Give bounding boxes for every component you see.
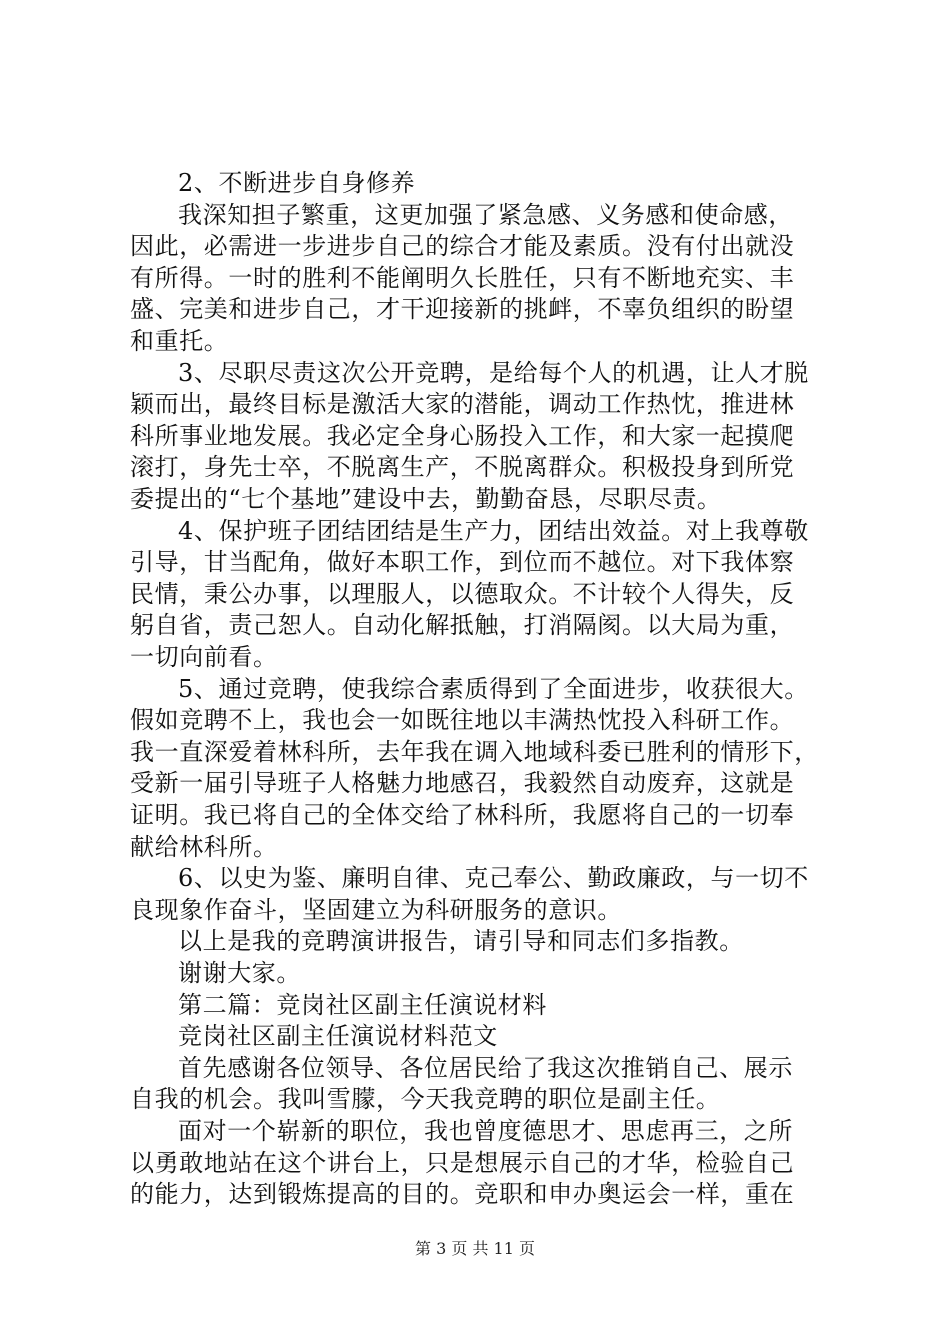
text-line: 良现象作奋斗，坚固建立为科研服务的意识。 <box>130 895 622 924</box>
text-line: 一切向前看。 <box>130 643 278 671</box>
text-line: 面对一个崭新的职位，我也曾度德思才、思虑再三，之所 <box>178 1117 793 1145</box>
text-line: 谢谢大家。 <box>178 959 301 987</box>
text-line: 以上是我的竞聘演讲报告，请引导和同志们多指教。 <box>178 927 744 956</box>
text-line: 6、以史为鉴、廉明自律、克己奉公、勤政廉政，与一切不 <box>178 864 809 893</box>
text-line: 我深知担子繁重，这更加强了紧急感、义务感和使命感， <box>178 200 793 229</box>
text-line: 颖而出，最终目标是激活大家的潜能，调动工作热忱，推进林 <box>130 390 795 419</box>
text-line: 自我的机会。我叫雪朦，今天我竞聘的职位是副主任。 <box>130 1085 721 1114</box>
text-line: 因此，必需进一步进步自己的综合才能及素质。没有付出就没 <box>130 232 795 261</box>
text-line: 受新一届引导班子人格魅力地感召，我毅然自动废弃，这就是 <box>130 769 795 798</box>
text-line: 证明。我已将自己的全体交给了林科所，我愿将自己的一切奉 <box>130 801 795 829</box>
text-line: 我一直深爱着林科所，去年我在调入地域科委已胜利的情形下， <box>130 737 819 766</box>
page-footer: 第 3 页 共 11 页 <box>415 1239 535 1258</box>
text-line: 2、不断进步自身修养 <box>178 169 416 197</box>
text-line: 引导，甘当配角，做好本职工作，到位而不越位。对下我体察 <box>130 548 795 577</box>
text-line: 以勇敢地站在这个讲台上，只是想展示自己的才华，检验自己 <box>130 1148 795 1177</box>
text-line: 4、保护班子团结团结是生产力，团结出效益。对上我尊敬 <box>178 516 809 545</box>
text-line: 滚打，身先士卒，不脱离生产，不脱离群众。积极投身到所党 <box>130 453 795 482</box>
text-line: 科所事业地发展。我必定全身心肠投入工作，和大家一起摸爬 <box>130 421 795 450</box>
text-line: 5、通过竞聘，使我综合素质得到了全面进步，收获很大。 <box>178 674 809 703</box>
text-line: 3、尽职尽责这次公开竞聘，是给每个人的机遇，让人才脱 <box>178 358 809 387</box>
section-subheading: 竞岗社区副主任演说材料范文 <box>178 1022 498 1051</box>
text-line: 和重托。 <box>130 327 229 355</box>
text-line: 首先感谢各位领导、各位居民给了我这次推销自己、展示 <box>178 1053 793 1082</box>
text-line: 献给林科所。 <box>130 832 278 861</box>
text-line: 假如竞聘不上，我也会一如既往地以丰满热忱投入科研工作。 <box>130 706 795 735</box>
text-line: 委提出的“七个基地”建设中去，勤勤奋恳，尽职尽责。 <box>130 485 722 513</box>
section-heading: 第二篇：竞岗社区副主任演说材料 <box>178 990 547 1019</box>
text-line: 的能力，达到锻炼提高的目的。竞职和申办奥运会一样，重在 <box>130 1180 795 1209</box>
text-line: 民情，秉公办事，以理服人，以德取众。不计较个人得失，反 <box>130 579 795 608</box>
text-line: 有所得。一时的胜利不能阐明久长胜任，只有不断地充实、丰 <box>130 263 795 292</box>
text-line: 盛、完美和进步自己，才干迎接新的挑衅，不辜负组织的盼望 <box>130 295 795 324</box>
text-line: 躬自省，责己恕人。自动化解抵触，打消隔阂。以大局为重， <box>130 611 795 640</box>
